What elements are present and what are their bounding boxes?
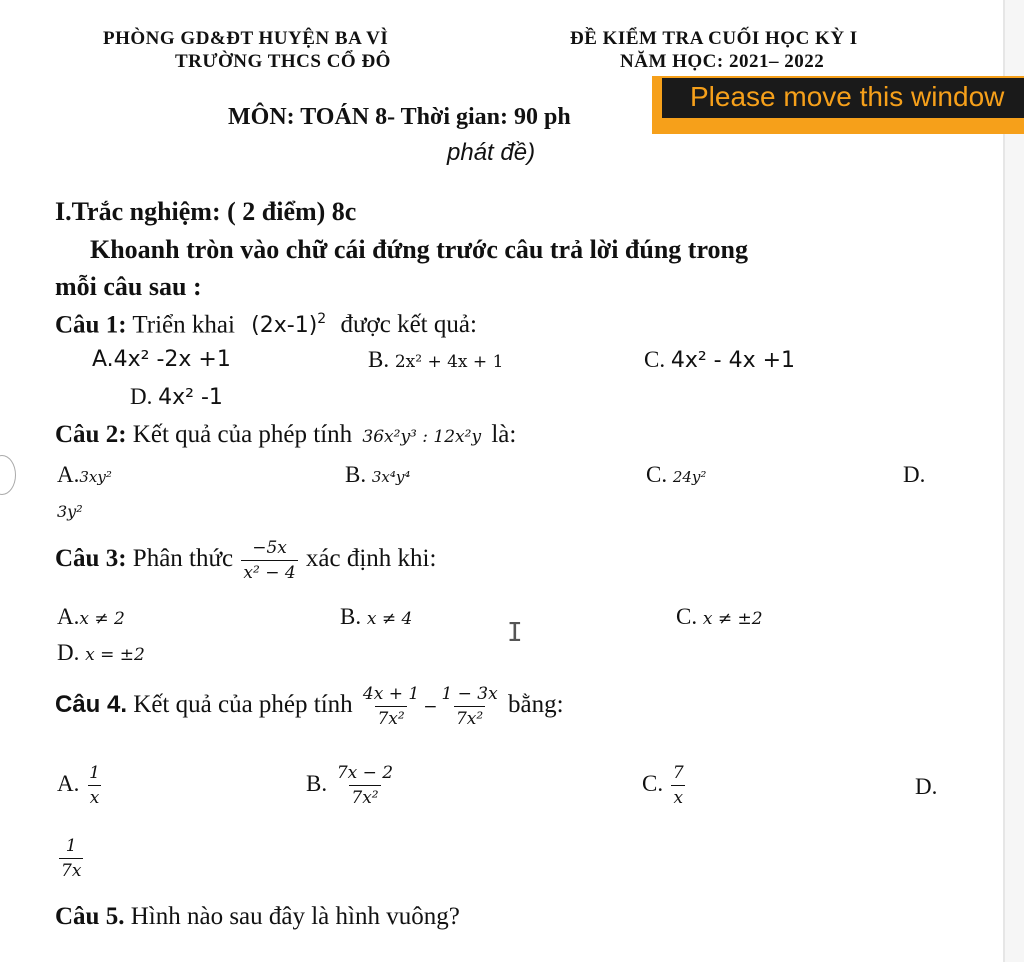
option-letter: A. bbox=[57, 770, 80, 796]
option-value: 24y² bbox=[672, 468, 707, 486]
option-d[interactable]: D. bbox=[903, 462, 926, 487]
option-value: x ≠ ±2 bbox=[702, 609, 763, 629]
page-edge bbox=[1003, 0, 1005, 962]
numerator: 1 bbox=[65, 836, 77, 856]
denominator: x bbox=[671, 785, 685, 809]
question-4 bbox=[55, 683, 564, 730]
option-b[interactable] bbox=[306, 762, 397, 809]
fraction-1 bbox=[361, 683, 421, 730]
question-3 bbox=[55, 537, 436, 584]
subject-line: MÔN: TOÁN 8- Thời gian: 90 ph bbox=[228, 104, 571, 130]
fraction bbox=[241, 537, 297, 584]
option-letter: C. bbox=[644, 347, 666, 372]
text-cursor-icon: I bbox=[507, 618, 523, 648]
option-letter: B. bbox=[368, 347, 390, 372]
option-letter: B. bbox=[345, 462, 367, 487]
option-value: x ≠ 4 bbox=[366, 609, 413, 629]
question-5 bbox=[55, 903, 460, 931]
numerator: 7 bbox=[672, 763, 684, 783]
option-c[interactable] bbox=[642, 762, 688, 809]
fraction-2 bbox=[439, 683, 499, 730]
option-value: 4x² -1 bbox=[158, 385, 223, 410]
option-a[interactable]: A.4x² -2x +1 bbox=[92, 347, 231, 372]
header-exam-title: ĐỀ KIỂM TRA CUỐI HỌC KỲ I bbox=[570, 28, 858, 49]
expression: (2x-1) bbox=[251, 313, 318, 339]
option-a[interactable] bbox=[57, 762, 104, 809]
option-b[interactable] bbox=[368, 347, 503, 373]
subject-line-cont: phát đề) bbox=[447, 139, 536, 166]
denominator: x bbox=[88, 785, 102, 809]
question-tail: bằng: bbox=[507, 691, 564, 719]
numerator: 4x + 1 bbox=[362, 684, 420, 704]
numerator: −5x bbox=[252, 538, 287, 558]
option-letter: A. bbox=[57, 604, 80, 629]
denominator: 7x bbox=[59, 858, 83, 882]
instruction-line1: Khoanh tròn vào chữ cái đứng trước câu trả lời đúng trong bbox=[90, 235, 748, 264]
question-text: Kết quả của phép tính bbox=[133, 691, 353, 719]
instruction-line2: mỗi câu sau : bbox=[55, 272, 202, 301]
option-d-value bbox=[57, 835, 85, 882]
option-b[interactable] bbox=[345, 462, 410, 488]
denominator: 7x² bbox=[454, 706, 485, 730]
question-label: Câu 1: bbox=[55, 311, 127, 339]
option-letter: D. bbox=[130, 384, 153, 409]
option-d-value: 3y² bbox=[57, 502, 83, 521]
numerator: 1 − 3x bbox=[441, 684, 498, 704]
numerator: 7x − 2 bbox=[336, 763, 394, 783]
left-edge-arc bbox=[0, 455, 16, 495]
option-letter: C. bbox=[676, 604, 698, 629]
option-letter: B. bbox=[340, 604, 362, 629]
question-text: Kết quả của phép tính bbox=[132, 421, 353, 448]
header-department: PHÒNG GD&ĐT HUYỆN BA VÌ bbox=[103, 28, 389, 49]
question-label: Câu 5. bbox=[55, 903, 125, 930]
option-value: 3x⁴y⁴ bbox=[371, 468, 411, 486]
numerator: 1 bbox=[89, 763, 100, 783]
option-letter: B. bbox=[306, 770, 328, 796]
option-d[interactable] bbox=[57, 640, 145, 666]
option-value: 4x² - 4x +1 bbox=[670, 348, 796, 373]
minus-sign: − bbox=[423, 697, 438, 718]
overlay-message[interactable]: Please move this window bbox=[662, 78, 1024, 118]
question-2 bbox=[55, 421, 516, 449]
option-letter: C. bbox=[646, 462, 668, 487]
question-label: Câu 3: bbox=[55, 545, 127, 573]
section-title: I.Trắc nghiệm: ( 2 điểm) 8c bbox=[55, 197, 357, 226]
header-school: TRƯỜNG THCS CỔ ĐÔ bbox=[175, 51, 391, 72]
question-text: Triển khai bbox=[132, 311, 235, 339]
option-b[interactable] bbox=[340, 604, 412, 630]
fraction bbox=[671, 762, 686, 809]
option-letter: C. bbox=[642, 770, 664, 796]
question-label: Câu 4. bbox=[55, 691, 128, 719]
question-tail: là: bbox=[491, 421, 517, 448]
option-value: 2x² + 4x + 1 bbox=[394, 352, 504, 372]
page-margin bbox=[1005, 0, 1024, 962]
question-1 bbox=[55, 311, 477, 339]
expression: 36x²y³ : 12x²y bbox=[362, 427, 482, 447]
denominator: x² − 4 bbox=[241, 560, 297, 584]
denominator: 7x² bbox=[349, 785, 380, 809]
option-value: 3xy² bbox=[79, 468, 112, 486]
option-c[interactable] bbox=[644, 347, 795, 373]
question-text: Hình nào sau đây là hình vuông? bbox=[130, 903, 460, 930]
option-a[interactable] bbox=[57, 462, 112, 488]
option-d[interactable]: D. bbox=[915, 774, 938, 799]
exponent: 2 bbox=[317, 311, 327, 327]
fraction bbox=[87, 762, 102, 809]
question-label: Câu 2: bbox=[55, 421, 127, 448]
denominator: 7x² bbox=[375, 706, 406, 730]
question-text: Phân thức bbox=[132, 545, 234, 573]
option-a[interactable] bbox=[57, 604, 125, 630]
question-tail: xác định khi: bbox=[305, 545, 437, 573]
option-letter: D. bbox=[57, 640, 80, 665]
option-c[interactable] bbox=[676, 604, 763, 630]
option-d[interactable] bbox=[130, 384, 223, 410]
fraction bbox=[335, 762, 395, 809]
fraction bbox=[59, 835, 83, 882]
header-school-year: NĂM HỌC: 2021– 2022 bbox=[620, 51, 825, 72]
question-tail: được kết quả: bbox=[340, 311, 477, 339]
option-value: x ≠ 2 bbox=[79, 609, 125, 629]
option-letter: A. bbox=[57, 462, 80, 487]
option-value: x = ±2 bbox=[85, 645, 145, 665]
option-c[interactable] bbox=[646, 462, 706, 488]
